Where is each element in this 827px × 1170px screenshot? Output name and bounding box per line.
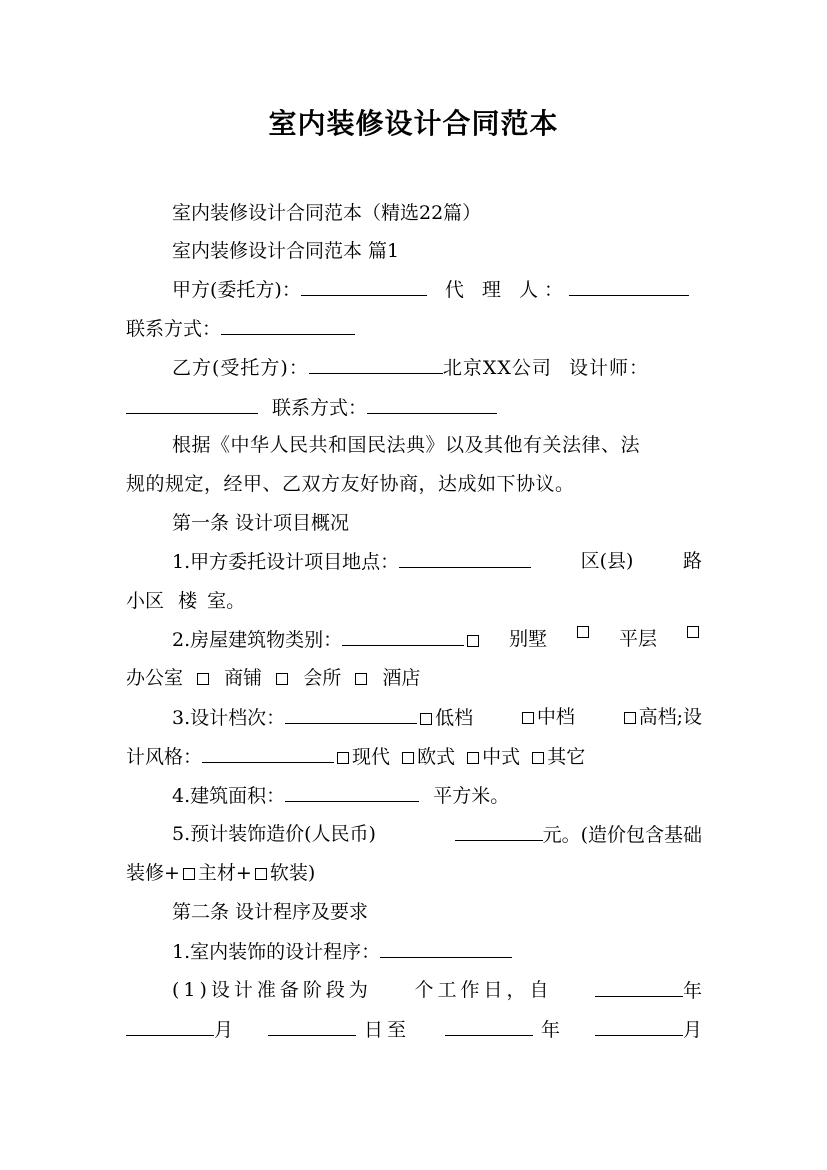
stage1-month: 月 bbox=[214, 1019, 234, 1041]
start-month-blank bbox=[126, 1016, 214, 1036]
option-office: 办公室 bbox=[126, 667, 184, 689]
procedure-blank bbox=[380, 938, 512, 958]
item4-label: 4.建筑面积： bbox=[172, 785, 286, 807]
stage1-days: 个工作日，自 bbox=[414, 979, 553, 1001]
item1-road: 路 bbox=[682, 550, 702, 572]
agent-blank bbox=[569, 276, 689, 296]
document-title: 室内装修设计合同范本 bbox=[268, 107, 559, 140]
item2-line-2 bbox=[126, 665, 702, 691]
grade-mid: 中档 bbox=[536, 706, 575, 728]
checkbox-icon[interactable] bbox=[687, 626, 699, 638]
option-flat: 平层 bbox=[619, 628, 658, 650]
article1-heading: 第一条 设计项目概况 bbox=[172, 512, 350, 534]
item3-label: 3.设计档次： bbox=[172, 707, 286, 729]
section-heading: 室内装修设计合同范本 篇1 bbox=[172, 240, 400, 262]
item5-unit: 元。(造价包含基础 bbox=[542, 824, 702, 846]
checkbox-icon[interactable] bbox=[624, 712, 636, 724]
party-a-contact-line bbox=[126, 315, 702, 341]
checkbox-icon[interactable] bbox=[522, 712, 534, 724]
style-blank bbox=[202, 743, 334, 763]
party-b-contact-blank bbox=[367, 394, 497, 414]
checkbox-icon[interactable] bbox=[183, 868, 195, 880]
stage1-line bbox=[172, 977, 702, 1003]
party-a-blank bbox=[301, 276, 427, 296]
party-a-line bbox=[172, 276, 702, 302]
item2-label: 2.房屋建筑物类别： bbox=[172, 629, 343, 651]
party-a-contact-blank bbox=[221, 315, 355, 335]
subtitle: 室内装修设计合同范本（精选22篇） bbox=[172, 202, 482, 224]
item5-opt2: 软装) bbox=[269, 862, 316, 884]
party-a-label: 甲方(委托方)： bbox=[172, 279, 301, 301]
item1-community: 小区 bbox=[126, 590, 165, 612]
party-a-contact-label: 联系方式： bbox=[126, 318, 222, 340]
party-b-line bbox=[172, 354, 702, 380]
grade-high: 高档;设 bbox=[638, 706, 702, 728]
item5-line bbox=[172, 821, 702, 847]
style-prefix: 计风格： bbox=[126, 746, 203, 768]
item1-room: 室。 bbox=[207, 590, 246, 612]
stage1-year: 年 bbox=[682, 980, 702, 1002]
designer-blank bbox=[126, 394, 258, 414]
style-chinese: 中式 bbox=[482, 746, 521, 768]
item1-label: 1.甲方委托设计项目地点： bbox=[172, 551, 400, 573]
intro-line-1: 根据《中华人民共和国民法典》以及其他有关法律、法 bbox=[172, 434, 641, 456]
stage1-year2: 年 bbox=[540, 1019, 560, 1041]
option-hotel: 酒店 bbox=[382, 667, 421, 689]
checkbox-icon[interactable] bbox=[420, 713, 432, 725]
item1-district: 区(县) bbox=[580, 550, 634, 572]
checkbox-icon[interactable] bbox=[276, 673, 288, 685]
cost-blank bbox=[455, 821, 543, 841]
checkbox-icon[interactable] bbox=[402, 752, 414, 764]
category-blank bbox=[342, 626, 464, 646]
agent-label: 代 理 人： bbox=[444, 279, 569, 301]
checkbox-icon[interactable] bbox=[255, 868, 267, 880]
item5-prefix: 装修+ bbox=[126, 862, 180, 884]
item1-building: 楼 bbox=[178, 590, 198, 612]
start-year-blank bbox=[595, 977, 683, 997]
party-b-blank bbox=[309, 354, 443, 374]
party-b-contact-line bbox=[126, 394, 702, 420]
article2-heading: 第二条 设计程序及要求 bbox=[172, 901, 369, 923]
stage1-label: (1)设计准备阶段为 bbox=[172, 979, 372, 1001]
item1-line-2 bbox=[126, 588, 702, 614]
option-villa: 别墅 bbox=[509, 628, 548, 650]
style-other: 其它 bbox=[547, 746, 586, 768]
article2-item1-line bbox=[172, 938, 702, 964]
checkbox-icon[interactable] bbox=[337, 752, 349, 764]
item5-opt1: 主材+ bbox=[197, 862, 252, 884]
grade-blank bbox=[285, 704, 417, 724]
stage1-day-to: 日至 bbox=[363, 1019, 410, 1041]
location-blank bbox=[399, 548, 531, 568]
grade-low: 低档 bbox=[435, 707, 474, 729]
item5-label: 5.预计装饰造价(人民币) bbox=[172, 823, 376, 845]
item4-unit: 平方米。 bbox=[433, 785, 510, 807]
option-club: 会所 bbox=[303, 667, 342, 689]
party-b-label: 乙方(受托方)： bbox=[172, 357, 309, 379]
item4-line bbox=[172, 782, 702, 808]
item5-line-2 bbox=[126, 860, 702, 886]
area-blank bbox=[285, 782, 419, 802]
checkbox-icon[interactable] bbox=[467, 752, 479, 764]
item3-line bbox=[172, 704, 702, 730]
end-year-blank bbox=[445, 1016, 533, 1036]
intro-line-2: 规的规定，经甲、乙双方友好协商，达成如下协议。 bbox=[126, 473, 575, 495]
party-b-contact-label: 联系方式： bbox=[272, 397, 368, 419]
stage1-month2: 月 bbox=[682, 1019, 702, 1041]
checkbox-icon[interactable] bbox=[467, 635, 479, 647]
end-month-blank bbox=[595, 1016, 683, 1036]
style-modern: 现代 bbox=[352, 746, 391, 768]
checkbox-icon[interactable] bbox=[577, 626, 589, 638]
checkbox-icon[interactable] bbox=[197, 673, 209, 685]
option-shop: 商铺 bbox=[224, 667, 263, 689]
start-day-blank bbox=[268, 1016, 356, 1036]
checkbox-icon[interactable] bbox=[532, 752, 544, 764]
item2-line bbox=[172, 626, 702, 652]
style-european: 欧式 bbox=[417, 746, 456, 768]
article2-item1-label: 1.室内装饰的设计程序： bbox=[172, 941, 381, 963]
party-b-company: 北京XX公司 bbox=[442, 357, 552, 379]
stage1-line-2 bbox=[126, 1016, 702, 1042]
checkbox-icon[interactable] bbox=[355, 673, 367, 685]
item1-line bbox=[172, 548, 702, 574]
item3-line-2 bbox=[126, 743, 702, 769]
designer-label: 设计师： bbox=[568, 357, 649, 379]
